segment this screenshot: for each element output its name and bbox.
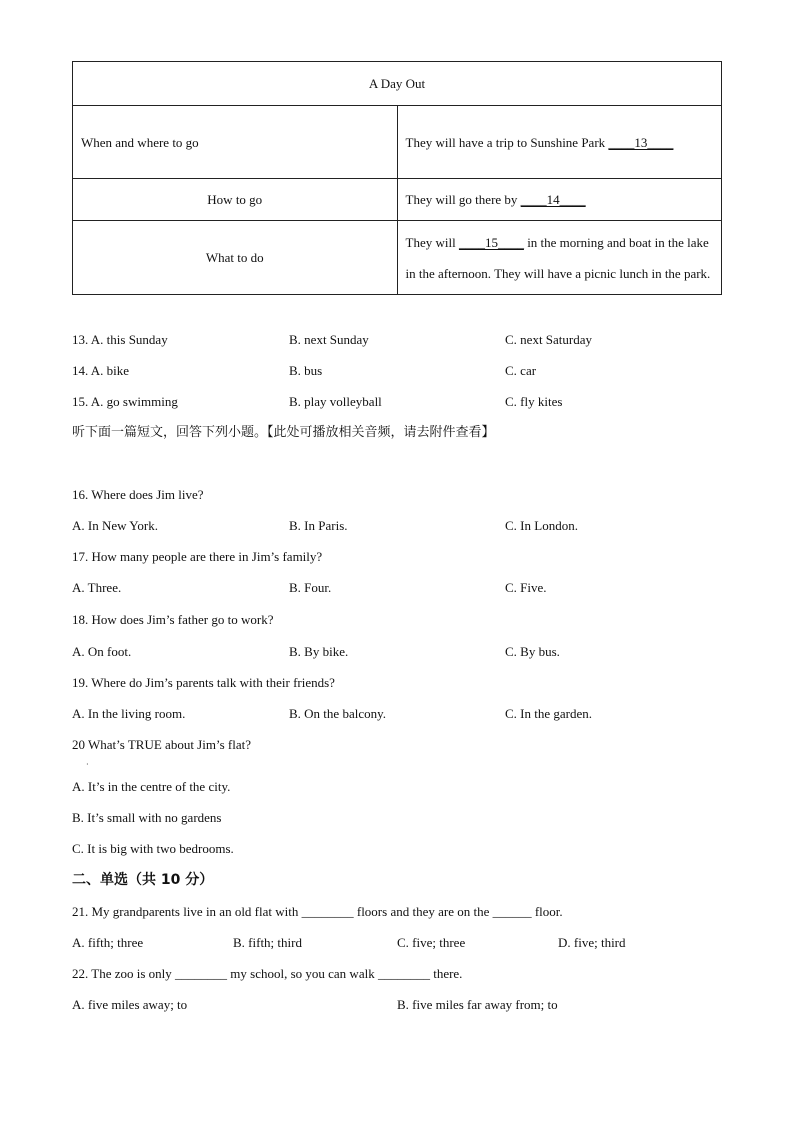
table-row-label: What to do (73, 221, 398, 295)
option[interactable]: A. fifth; three (72, 935, 144, 950)
option[interactable]: C. In London. (505, 518, 578, 533)
question-stem: 22. The zoo is only ________ my school, so you can walk ________ there. (72, 966, 463, 981)
option[interactable]: A. In New York. (72, 518, 158, 533)
question-stem: 21. My grandparents live in an old flat with ________ floors and they are on the ______ floor. (72, 904, 563, 919)
question-22-options (72, 995, 732, 1015)
option[interactable]: B. play volleyball (289, 394, 382, 409)
option[interactable]: D. five; third (558, 935, 626, 950)
option[interactable]: B. bus (289, 363, 323, 378)
blank-13: ____13____ (608, 134, 674, 150)
option[interactable]: C. next Saturday (505, 332, 593, 347)
option[interactable]: 13. A. this Sunday (72, 332, 168, 347)
question-stem: 19. Where do Jim’s parents talk with their friends? (72, 675, 335, 690)
table-title: A Day Out (73, 62, 722, 106)
option[interactable]: B. On the balcony. (289, 706, 386, 721)
option[interactable]: 14. A. bike (72, 363, 130, 378)
option[interactable]: 15. A. go swimming (72, 394, 178, 409)
question-21-options (72, 933, 732, 953)
question-stem: 18. How does Jim’s father go to work? (72, 612, 274, 627)
section-title: 二、单选（共 10 分） (72, 872, 214, 888)
table-row-label (73, 106, 398, 179)
option[interactable]: B. Four. (289, 580, 332, 595)
option[interactable]: B. It’s small with no gardens (72, 810, 222, 825)
question-stem: 20 What’s TRUE about Jim’s flat? (72, 737, 251, 752)
question-stem: 16. Where does Jim live? (72, 487, 204, 502)
option[interactable]: C. Five. (505, 580, 547, 595)
question-18-options (72, 642, 732, 662)
table-row-content (397, 221, 722, 295)
blank-14: ____14____ (520, 192, 586, 207)
question-19-options (72, 704, 732, 724)
option[interactable]: B. In Paris. (289, 518, 348, 533)
option[interactable]: B. By bike. (289, 644, 349, 659)
option[interactable]: B. fifth; third (233, 935, 302, 950)
content-text: in the morning and boat in the lake in the afternoon. They will have a picnic lunch in the park. (405, 234, 711, 281)
table-row-content (397, 106, 722, 179)
blank-15: ____15____ (458, 234, 524, 250)
day-out-table (72, 61, 722, 295)
question-16-options (72, 516, 732, 536)
option[interactable]: C. It is big with two bedrooms. (72, 841, 234, 856)
stray-dot: · (86, 760, 89, 769)
option[interactable]: B. next Sunday (289, 332, 369, 347)
question-13-options (72, 330, 732, 350)
option[interactable]: C. In the garden. (505, 706, 593, 721)
option[interactable]: C. fly kites (505, 394, 563, 409)
question-14-options (72, 361, 732, 381)
content-text: They will have a trip to Sunshine Park (405, 134, 609, 150)
option[interactable]: B. five miles far away from; to (397, 997, 558, 1012)
option[interactable]: C. car (505, 363, 537, 378)
question-15-options (72, 392, 732, 412)
option[interactable]: A. It’s in the centre of the city. (72, 779, 231, 794)
option[interactable]: A. Three. (72, 580, 122, 595)
label-text: When and where to go (81, 134, 199, 150)
option[interactable]: C. five; three (397, 935, 466, 950)
table-row-content (397, 179, 722, 221)
option[interactable]: A. five miles away; to (72, 997, 188, 1012)
table-row-label: How to go (73, 179, 398, 221)
option[interactable]: A. On foot. (72, 644, 132, 659)
question-stem: 17. How many people are there in Jim’s family? (72, 549, 323, 564)
content-text: They will go there by (405, 192, 521, 207)
content-text: They will (405, 234, 459, 250)
listening-instruction: 听下面一篇短文，回答下列小题。【此处可播放相关音频，请去附件查看】 (72, 425, 495, 440)
option[interactable]: A. In the living room. (72, 706, 186, 721)
option[interactable]: C. By bus. (505, 644, 560, 659)
question-17-options (72, 578, 732, 598)
